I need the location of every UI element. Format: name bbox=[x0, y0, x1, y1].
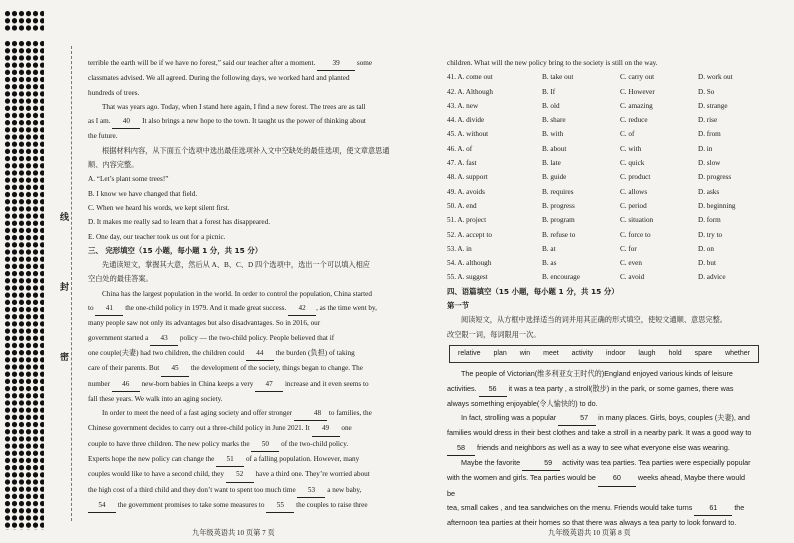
option-choice: B. progress bbox=[542, 201, 575, 210]
option-choice: 53. A. in bbox=[447, 244, 472, 253]
option-choice: 45. A. without bbox=[447, 130, 489, 139]
option-row bbox=[447, 256, 752, 270]
blank-44: 44 bbox=[246, 346, 274, 361]
option-row bbox=[447, 270, 752, 284]
option-choice: 47. A. fast bbox=[447, 159, 477, 168]
word-box-item: hold bbox=[668, 349, 682, 357]
option-item: B. I know we have changed that field. bbox=[88, 189, 198, 198]
option-choice: 52. A. accept to bbox=[447, 230, 492, 239]
blank-40: 40 bbox=[112, 114, 140, 129]
option-choice: B. at bbox=[542, 244, 556, 253]
option-choice: B. share bbox=[542, 116, 566, 125]
word-box-item: activity bbox=[571, 349, 594, 357]
word-box-item: plan bbox=[493, 349, 507, 357]
instruction-text: 阅读短文，从方框中选择适当的词并用其正确的形式填空，使短文通顺、意思完整。 bbox=[461, 316, 727, 325]
option-row bbox=[447, 228, 752, 242]
option-choice: B. If bbox=[542, 87, 556, 96]
option-item: D. It makes me really sad to learn that a forest has disappeared. bbox=[88, 218, 271, 227]
option-choice: C. carry out bbox=[620, 73, 655, 82]
option-choice: 50. A. end bbox=[447, 201, 477, 210]
para-line: families would dress in their best clothes and take a stroll in a nearby park. It was a good way to bbox=[447, 428, 752, 438]
option-choice: D. but bbox=[698, 259, 716, 268]
para-line: 58 friends and neighbors as well as a way to see what everyone else was wearing. bbox=[447, 441, 752, 456]
option-choice: D. slow bbox=[698, 159, 721, 168]
blank-50: 50 bbox=[251, 437, 279, 452]
blank-45: 45 bbox=[161, 361, 189, 376]
option-row bbox=[447, 113, 752, 127]
side-char-line: 线 bbox=[59, 212, 69, 221]
cloze-options bbox=[447, 70, 752, 284]
para-line: activities. 56 it was a tea party , a stroll(散步) in the park, or some games, there was bbox=[447, 382, 752, 397]
para-line: classmates advised. We all agreed. During the following days, we worked hard and planted bbox=[88, 74, 350, 83]
option-choice: C. avoid bbox=[620, 273, 645, 282]
option-choice: B. encourage bbox=[542, 273, 580, 282]
blank-60: 60 bbox=[598, 471, 636, 486]
option-choice: 48. A. support bbox=[447, 173, 488, 182]
page-footer-left: 九年级英语共 10 页第 7 页 bbox=[192, 529, 275, 537]
option-choice: C. even bbox=[620, 259, 642, 268]
para-line: That was years ago. Today, when I stand here again, I find a new forest. The trees are as tall bbox=[102, 102, 366, 111]
option-choice: D. from bbox=[698, 130, 721, 139]
option-choice: 51. A. project bbox=[447, 216, 487, 225]
option-choice: 49. A. avoids bbox=[447, 187, 485, 196]
option-choice: C. amazing bbox=[620, 101, 653, 110]
option-choice: C. reduce bbox=[620, 116, 648, 125]
word-box-item: spare bbox=[694, 349, 713, 357]
para-line: couple to have three children. The new policy marks the 50 of the two-child policy. bbox=[88, 437, 390, 452]
para-line: couples would like to have a second child, they 52 have a third one. They’re worried about bbox=[88, 467, 390, 482]
option-choice: C. with bbox=[620, 144, 642, 153]
blank-48: 48 bbox=[294, 406, 327, 421]
instruction-text: 先通读短文，掌握其大意，然后从 A、B、C、D 四个选项中，选出一个可以填入相应 bbox=[102, 261, 370, 270]
blank-51: 51 bbox=[216, 452, 244, 467]
option-item: A. “Let’s plant some trees!” bbox=[88, 175, 169, 184]
binding-strip bbox=[0, 0, 58, 543]
option-choice: C. period bbox=[620, 201, 647, 210]
para-line: In order to meet the need of a fast aging society and offer stronger 48 to families, the bbox=[88, 406, 390, 421]
para-line: 54 the government promises to take some measures to 55 the couples to raise three bbox=[88, 498, 390, 513]
word-box-item: meet bbox=[543, 349, 559, 357]
para-line: government started a 43 policy — the two-child policy. People believed that if bbox=[88, 331, 390, 346]
option-choice: 42. A. Although bbox=[447, 87, 493, 96]
option-choice: B. late bbox=[542, 159, 561, 168]
option-choice: D. progress bbox=[698, 173, 732, 182]
para-line: the high cost of a third child and they don’t want to spent too much time 53 a new baby, bbox=[88, 483, 390, 498]
para-line: China has the largest population in the world. In order to control the population, China started bbox=[102, 289, 372, 298]
option-choice: B. requires bbox=[542, 187, 574, 196]
para-line: terrible the earth will be if we have no forest,” said our teacher after a moment. 39 some bbox=[88, 56, 390, 71]
blank-43: 43 bbox=[150, 331, 178, 346]
para-line: tea, small cakes , and tea sandwiches on the menu. Friends would take turns 61 the bbox=[447, 501, 752, 516]
para-line: children. What will the new policy bring to the society is still on the way. bbox=[447, 59, 658, 67]
option-choice: B. as bbox=[542, 259, 557, 268]
instruction-text: 顺、内容完整。 bbox=[88, 161, 139, 170]
option-row bbox=[447, 199, 752, 213]
blank-61: 61 bbox=[694, 501, 732, 516]
page-footer-right: 九年级英语共 10 页第 8 页 bbox=[548, 529, 631, 537]
blank-54: 54 bbox=[88, 498, 116, 513]
para-line: with the women and girls. Tea parties would be 60 weeks ahead, Maybe there would be bbox=[447, 473, 745, 498]
option-item: E. One day, our teacher took us out for a picnic. bbox=[88, 232, 226, 241]
para-line: The people of Victorian(维多利亚女王时代的)England enjoyed various kinds of leisure bbox=[461, 369, 733, 379]
option-choice: B. about bbox=[542, 144, 567, 153]
option-choice: D. strange bbox=[698, 101, 728, 110]
para-line: Experts hope the new policy can change the 51 of a falling population. However, many bbox=[88, 452, 390, 467]
option-choice: C. situation bbox=[620, 216, 654, 225]
blank-53: 53 bbox=[297, 483, 325, 498]
para-line: many people saw not only its advantages but also disadvantages. So in 2016, our bbox=[88, 319, 321, 328]
option-choice: 41. A. come out bbox=[447, 73, 493, 82]
option-choice: C. force to bbox=[620, 230, 651, 239]
option-choice: D. work out bbox=[698, 73, 733, 82]
option-choice: C. product bbox=[620, 173, 651, 182]
option-choice: B. with bbox=[542, 130, 564, 139]
fold-line bbox=[71, 46, 72, 521]
word-box-item: relative bbox=[458, 349, 481, 357]
option-row bbox=[447, 127, 752, 141]
option-choice: C. quick bbox=[620, 159, 645, 168]
para-line: care of their parents. But 45 the development of the society, things began to change. The bbox=[88, 361, 390, 376]
option-choice: C. of bbox=[620, 130, 635, 139]
para-line: the future. bbox=[88, 132, 118, 141]
instruction-text: 空白处的最佳答案。 bbox=[88, 275, 153, 284]
punch-dots bbox=[4, 40, 44, 530]
para-line: to 41 the one-child policy in 1979. And it made great success. 42 , as the time went by, bbox=[88, 301, 390, 316]
section-title-gapfill: 四、语篇填空（15 小题，每小题 1 分，共 15 分） bbox=[447, 286, 619, 296]
option-choice: D. rise bbox=[698, 116, 718, 125]
para-line: Chinese government decides to carry out a three-child policy in June 2021. It 49 one bbox=[88, 421, 390, 436]
option-choice: C. However bbox=[620, 87, 655, 96]
option-choice: D. asks bbox=[698, 187, 720, 196]
option-row bbox=[447, 142, 752, 156]
blank-58: 58 bbox=[447, 441, 475, 456]
para-line: always something enjoyable(令人愉快的) to do. bbox=[447, 398, 598, 408]
option-choice: D. advice bbox=[698, 273, 726, 282]
option-choice: 43. A. new bbox=[447, 101, 479, 110]
blank-42: 42 bbox=[288, 301, 316, 316]
option-row bbox=[447, 99, 752, 113]
punch-dots-top bbox=[4, 10, 44, 32]
word-box-item: win bbox=[519, 349, 531, 357]
para-line: fall these years. We walk into an aging society. bbox=[88, 394, 223, 403]
right-column bbox=[447, 56, 752, 531]
para-line: number 46 new-born babies in China keeps a very 47 increase and it even seems to bbox=[88, 377, 390, 392]
option-choice: B. guide bbox=[542, 173, 567, 182]
option-choice: D. on bbox=[698, 244, 714, 253]
option-row bbox=[447, 185, 752, 199]
word-box-item: laugh bbox=[638, 349, 656, 357]
option-choice: B. take out bbox=[542, 73, 574, 82]
para-line: afternoon tea parties at their homes so that there was always a tea party to look forward to. bbox=[447, 518, 737, 528]
blank-49: 49 bbox=[312, 421, 340, 436]
blank-55: 55 bbox=[266, 498, 294, 513]
para-line: Maybe the favorite 59 activity was tea parties. Tea parties were especially popular bbox=[447, 456, 752, 471]
option-row bbox=[447, 70, 752, 84]
word-box bbox=[449, 345, 759, 363]
left-column bbox=[88, 56, 390, 513]
option-choice: B. program bbox=[542, 216, 575, 225]
option-choice: D. in bbox=[698, 144, 713, 153]
option-row bbox=[447, 170, 752, 184]
option-row bbox=[447, 156, 752, 170]
option-choice: B. refuse to bbox=[542, 230, 576, 239]
option-choice: 55. A. suggest bbox=[447, 273, 488, 282]
option-row bbox=[447, 242, 752, 256]
option-choice: D. try to bbox=[698, 230, 723, 239]
option-choice: 44. A. divide bbox=[447, 116, 485, 125]
option-choice: 54. A. although bbox=[447, 259, 492, 268]
option-choice: C. for bbox=[620, 244, 637, 253]
para-line: one couple(夫妻) had two children, the children could 44 the burden (负担) of taking bbox=[88, 346, 390, 361]
option-choice: D. beginning bbox=[698, 201, 736, 210]
option-choice: C. allows bbox=[620, 187, 648, 196]
word-box-item: whether bbox=[725, 349, 750, 357]
option-row bbox=[447, 85, 752, 99]
blank-41: 41 bbox=[95, 301, 123, 316]
side-char-seal: 封 bbox=[59, 282, 69, 291]
option-row bbox=[447, 213, 752, 227]
option-item: C. When we heard his words, we kept silent first. bbox=[88, 203, 230, 212]
blank-46: 46 bbox=[112, 377, 140, 392]
option-choice: 46. A. of bbox=[447, 144, 473, 153]
section-title-cloze: 三、 完形填空（15 小题，每小题 1 分，共 15 分） bbox=[88, 245, 263, 255]
side-char-secret: 密 bbox=[59, 352, 69, 361]
option-choice: D. form bbox=[698, 216, 721, 225]
blank-57: 57 bbox=[558, 411, 596, 426]
instruction-text: 根据材料内容，从下面五个选项中选出最佳选项补入文中空缺处的最佳选项，使文章意思通 bbox=[102, 146, 390, 155]
para-line: as I am. 40 It also brings a new hope to the town. It taught us the power of thinking about bbox=[88, 114, 390, 129]
para-line: In fact, strolling was a popular 57 in many places. Girls, boys, couples (夫妻), and bbox=[447, 411, 752, 426]
blank-52: 52 bbox=[226, 467, 254, 482]
option-choice: B. old bbox=[542, 101, 560, 110]
blank-47: 47 bbox=[255, 377, 283, 392]
blank-59: 59 bbox=[522, 456, 560, 471]
blank-39: 39 bbox=[317, 56, 355, 71]
subsection-title: 第一节 bbox=[447, 301, 470, 311]
gapfill-passage bbox=[447, 367, 752, 530]
option-choice: D. So bbox=[698, 87, 715, 96]
word-box-item: indoor bbox=[605, 349, 626, 357]
blank-56: 56 bbox=[479, 382, 507, 397]
instruction-text: 改空限一词，每词限用一次。 bbox=[447, 330, 541, 339]
para-line: hundreds of trees. bbox=[88, 88, 140, 97]
